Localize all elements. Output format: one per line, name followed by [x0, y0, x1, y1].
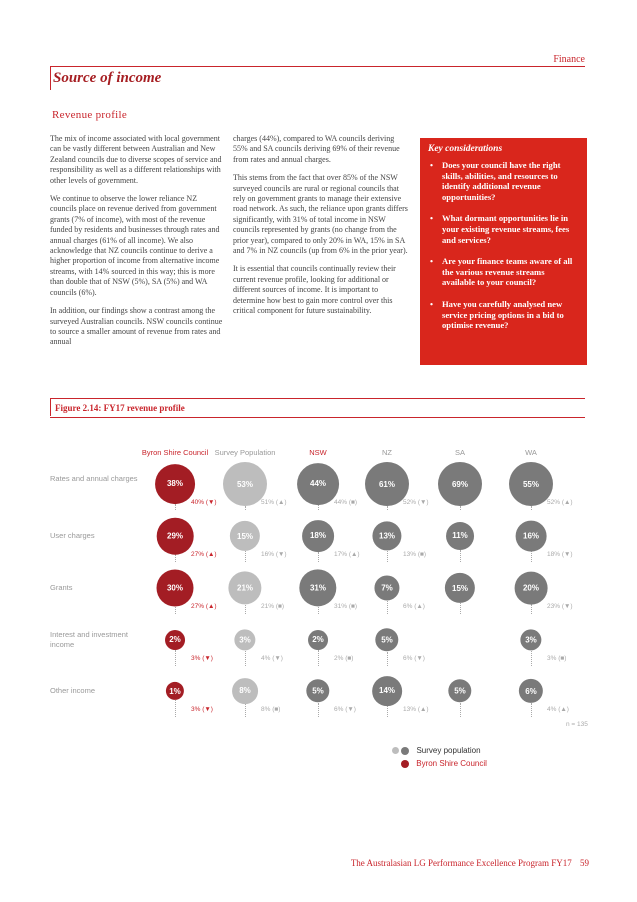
prior-year-comparison: 6% (▼): [403, 655, 425, 662]
bubble: 18%: [302, 520, 334, 552]
bubble-stem: [531, 604, 532, 614]
page-number: 59: [580, 858, 589, 868]
bubble-stem: [175, 700, 176, 717]
bubble: 5%: [375, 628, 398, 651]
bubble-stem: [175, 650, 176, 666]
bubble: 31%: [299, 569, 336, 606]
bubble-stem: [318, 703, 319, 717]
column-heading: NZ: [382, 448, 392, 457]
legend-light-dot-icon: [392, 747, 399, 754]
prior-year-comparison: 13% (▲): [403, 706, 429, 713]
prior-year-comparison: 2% (■): [334, 655, 354, 662]
paragraph: We continue to observe the lower reliance NZ councils place on revenue derived from government grants (7% of income), with most of the revenue funded by residents and businesses through rates and annual charges (61% of all income). We also acknowledge that NZ councils continue to derive a higher proportion of income from alternative income streams, with 14% sourced in this way; this is more than double that of NSW (5%), SA (5%) and WA councils (6%).: [50, 194, 220, 297]
bubble-stem: [387, 506, 388, 510]
bubble-stem: [460, 703, 461, 717]
list-item: [428, 299, 579, 331]
bubble: 55%: [509, 462, 553, 506]
bubble: 2%: [165, 630, 185, 650]
bubble: 2%: [308, 630, 328, 650]
bubble-stem: [387, 652, 388, 666]
legend-red-dot-icon: [401, 760, 409, 768]
bubble-stem: [245, 605, 246, 614]
bubble-stem: [531, 551, 532, 562]
figure-title: Figure 2.14: FY17 revenue profile: [55, 403, 185, 413]
bubble-stem: [531, 651, 532, 666]
bubble: 69%: [438, 462, 482, 506]
bubble-stem: [245, 551, 246, 562]
prior-year-comparison: 21% (■): [261, 603, 285, 610]
bubble-stem: [460, 506, 461, 510]
prior-year-comparison: 52% (▲): [547, 499, 573, 506]
footer-text: The Australasian LG Performance Excellence Program FY17: [350, 858, 572, 868]
figure-accent-bar: [50, 398, 51, 416]
bubble-stem: [175, 504, 176, 510]
figure-bottom-rule: [50, 417, 585, 418]
prior-year-comparison: 27% (▲): [191, 551, 217, 558]
bubble: 15%: [230, 521, 260, 551]
prior-year-comparison: 40% (▼): [191, 499, 217, 506]
prior-year-comparison: 3% (▼): [191, 706, 213, 713]
prior-year-comparison: 6% (▼): [334, 706, 356, 713]
row-label: Rates and annual charges: [50, 474, 138, 483]
prior-year-comparison: 4% (▼): [261, 655, 283, 662]
legend-survey: [392, 746, 481, 755]
paragraph: This stems from the fact that over 85% of the NSW surveyed councils are rural or regional councils that rely on government grants to manage their extensive road network. As such, the reliance upon grants differs significantly, with 31% of total income in NSW councils represented by grants (no change from the prior year), compared to only 20% in WA, 15% in SA and 7% in NZ councils (up from 6% in the prior year).: [233, 173, 408, 256]
body-column-2: [233, 134, 408, 325]
figure-top-rule: [50, 398, 585, 399]
bubble: 61%: [365, 462, 409, 506]
prior-year-comparison: 6% (▲): [403, 603, 425, 610]
bubble: 3%: [520, 629, 541, 650]
list-item-text: Are your finance teams aware of all the various revenue streams available to your council?: [442, 256, 573, 288]
row-label: Interest and investment income: [50, 630, 128, 649]
list-item-text: Does your council have the right skills, abilities, and resources to identify additional revenue opportunities?: [442, 160, 561, 202]
paragraph: It is essential that councils continually review their current revenue profile, looking for additional or different sources of income. It is important to determine how best to gain more control over this critical component for future sustainability.: [233, 264, 396, 316]
bullet-icon: •: [430, 256, 434, 267]
bubble: 6%: [519, 679, 543, 703]
prior-year-comparison: 8% (■): [261, 706, 281, 713]
bubble-stem: [318, 650, 319, 666]
prior-year-comparison: 44% (■): [334, 499, 358, 506]
prior-year-comparison: 23% (▼): [547, 603, 573, 610]
bubble-stem: [318, 607, 319, 614]
prior-year-comparison: 16% (▼): [261, 551, 287, 558]
list-item-text: What dormant opportunities lie in your existing revenue streams, fees and services?: [442, 213, 570, 245]
prior-year-comparison: 17% (▲): [334, 551, 360, 558]
legend-survey-label: Survey population: [416, 746, 481, 755]
bubble: 5%: [306, 679, 329, 702]
legend-byron: [401, 759, 487, 768]
column-heading: SA: [454, 448, 465, 457]
bubble-stem: [387, 706, 388, 717]
bubble: 8%: [232, 678, 258, 704]
bubble-stem: [318, 552, 319, 562]
body-column-1: [50, 134, 225, 356]
bullet-icon: •: [430, 213, 434, 224]
bubble: 21%: [228, 571, 261, 604]
key-considerations-box: [420, 138, 587, 365]
bullet-icon: •: [430, 298, 434, 309]
column-heading: Byron Shire Council: [141, 448, 209, 457]
list-item-text: Have you carefully analysed new service pricing options in a bid to optimise revenue?: [442, 298, 564, 331]
row-label: User charges: [50, 531, 95, 540]
bubble: 13%: [372, 521, 401, 550]
list-item: [428, 213, 579, 245]
bubble: 16%: [516, 521, 547, 552]
prior-year-comparison: 31% (■): [334, 603, 358, 610]
prior-year-comparison: 13% (■): [403, 551, 427, 558]
prior-year-comparison: 51% (▲): [261, 499, 287, 506]
prior-year-comparison: 27% (▲): [191, 603, 217, 610]
bubble: 53%: [223, 462, 267, 506]
paragraph: The mix of income associated with local government can be vastly different between Australian and New Zealand councils due to diverse scopes of service and responsibility as well as a different relationships with other levels of government.: [50, 134, 222, 185]
bubble: 15%: [445, 573, 475, 603]
bullet-icon: •: [430, 160, 434, 170]
paragraph: charges (44%), compared to WA councils deriving 55% and SA councils deriving 69% of their revenue from rates and annual charges.: [233, 134, 400, 164]
bubble: 30%: [157, 570, 194, 607]
bubble: 11%: [446, 522, 474, 550]
section-tag: Finance: [553, 54, 585, 65]
prior-year-comparison: 3% (▼): [191, 655, 213, 662]
bubble-stem: [175, 554, 176, 562]
bubble: 3%: [234, 629, 255, 650]
header-rule: [50, 66, 585, 67]
bubble-stem: [460, 550, 461, 562]
bubble: 20%: [515, 572, 548, 605]
paragraph: In addition, our findings show a contrast among the surveyed Australian councils. NSW councils continue to source a smaller amount of revenue from rates and annual: [50, 306, 223, 347]
column-heading: WA: [525, 448, 537, 457]
bubble-stem: [245, 651, 246, 666]
list-item: [428, 160, 579, 202]
bubble: 29%: [157, 518, 194, 555]
bubble-stem: [245, 506, 246, 510]
title-accent-bar: [50, 66, 51, 90]
bubble-stem: [387, 551, 388, 562]
bubble: 38%: [155, 464, 195, 504]
page-footer: [351, 858, 589, 868]
bubble: 1%: [166, 682, 184, 700]
prior-year-comparison: 52% (▼): [403, 499, 429, 506]
bubble-stem: [245, 704, 246, 717]
bubble-stem: [531, 703, 532, 717]
bubble: 44%: [297, 463, 339, 505]
bubble: 5%: [448, 679, 471, 702]
legend-byron-label: Byron Shire Council: [416, 759, 487, 768]
page-title: Source of income: [53, 70, 162, 86]
row-label: Grants: [50, 583, 73, 592]
list-item: [428, 256, 579, 288]
row-label: Other income: [50, 686, 96, 695]
prior-year-comparison: 3% (■): [547, 655, 567, 662]
column-heading: NSW: [309, 448, 327, 457]
bubble: 14%: [372, 676, 402, 706]
bubble: 7%: [374, 575, 399, 600]
key-considerations-title: Key considerations: [428, 144, 503, 154]
key-considerations-list: [428, 160, 579, 331]
legend-dark-dot-icon: [401, 747, 409, 755]
bubble-stem: [175, 607, 176, 614]
bubble-stem: [531, 506, 532, 510]
bubble-stem: [460, 603, 461, 614]
bubble-stem: [318, 505, 319, 510]
sample-size-note: n = 135: [566, 721, 588, 728]
prior-year-comparison: 18% (▼): [547, 551, 573, 558]
subheading: Revenue profile: [52, 109, 128, 121]
prior-year-comparison: 4% (▲): [547, 706, 569, 713]
bubble-stem: [387, 601, 388, 614]
column-heading: Survey Population: [214, 448, 276, 457]
